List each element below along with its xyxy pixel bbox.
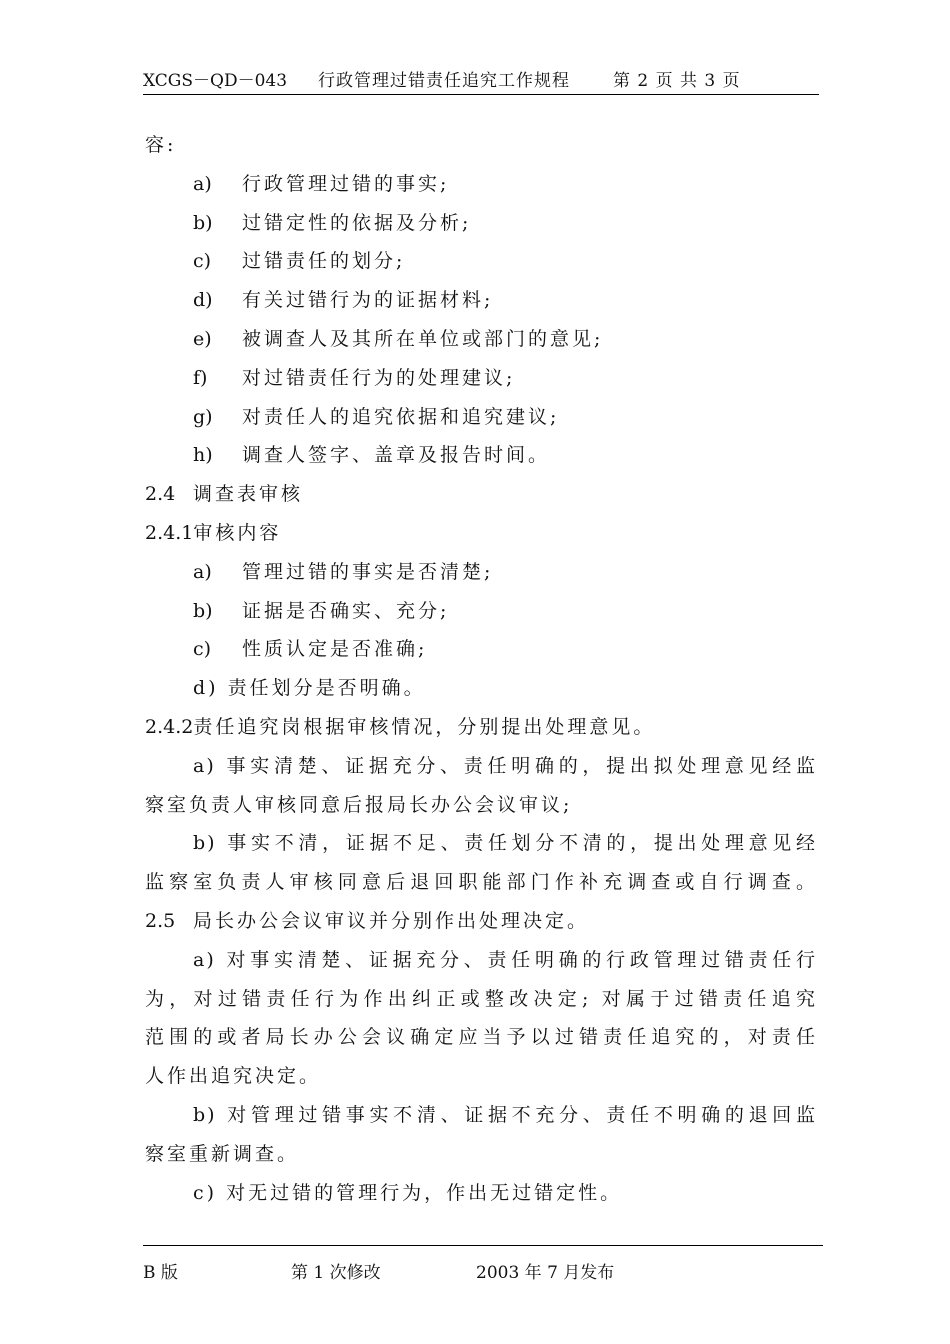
list-item-text: 被调查人及其所在单位或部门的意见;	[242, 327, 604, 350]
list-item-label: e)	[193, 327, 212, 350]
paragraph-line: c) 对无过错的管理行为，作出无过错定性。	[193, 1181, 623, 1204]
list-item-text: 过错责任的划分;	[242, 250, 406, 273]
list-item	[145, 281, 817, 320]
paragraph-line: b) 对管理过错事实不清、证据不充分、责任不明确的退回监	[193, 1103, 817, 1126]
list-item-label: b)	[193, 211, 213, 234]
page-footer	[143, 1245, 823, 1283]
list-item-label: c)	[193, 638, 212, 661]
section-number: 2.4	[145, 483, 176, 506]
publish-date: 2003 年 7 月发布	[476, 1263, 615, 1283]
paragraph-line: 察室负责人审核同意后报局长办公会议审议;	[145, 793, 573, 816]
list-item	[145, 242, 817, 281]
section-heading-2-4-2	[145, 708, 817, 747]
section-title: 责任追究岗根据审核情况，分别提出处理意见。	[193, 715, 656, 738]
version-label: B 版	[143, 1263, 178, 1283]
list-item-label: f)	[193, 366, 208, 389]
lead-line: 容:	[145, 134, 177, 156]
list-item	[145, 320, 817, 359]
paragraph-line: 为，对过错责任行为作出纠正或整改决定; 对属于过错责任追究	[145, 987, 817, 1010]
section-number: 2.4.1	[145, 521, 194, 544]
section-number: 2.5	[145, 909, 176, 932]
list-item-label: a)	[193, 172, 212, 195]
paragraph-line: 监察室负责人审核同意后退回职能部门作补充调查或自行调查。	[145, 871, 817, 894]
list-item	[145, 204, 817, 243]
list-item-label: h)	[193, 444, 213, 467]
list-item-label: b)	[193, 599, 213, 622]
list-item	[145, 359, 817, 398]
list-item-label: c)	[193, 250, 212, 273]
doc-code: XCGS－QD－043	[143, 71, 288, 91]
paragraph-line: 人作出追究决定。	[145, 1065, 322, 1088]
paragraph-line: a) 对事实清楚、证据充分、责任明确的行政管理过错责任行	[193, 948, 817, 971]
list-item-text: 性质认定是否准确;	[242, 638, 428, 661]
section-heading-2-5	[145, 902, 817, 941]
list-item-text: 证据是否确实、充分;	[242, 599, 450, 622]
paragraph-line: a) 事实清楚、证据充分、责任明确的，提出拟处理意见经监	[193, 754, 817, 777]
list-item: d) 责任划分是否明确。	[193, 677, 426, 700]
section-title: 审核内容	[193, 521, 282, 544]
section-heading-2-4-1	[145, 514, 817, 553]
list-item-text: 调查人签字、盖章及报告时间。	[242, 444, 551, 467]
list-item	[145, 592, 817, 631]
list-item	[145, 553, 817, 592]
list-item-label: d)	[193, 289, 213, 312]
revision-label: 第 1 次修改	[291, 1263, 381, 1283]
page-info: 第 2 页 共 3 页	[613, 71, 741, 91]
section-title: 调查表审核	[193, 483, 304, 506]
document-body	[145, 126, 817, 1212]
section-title: 局长办公会议审议并分别作出处理决定。	[193, 909, 590, 932]
list-item-text: 对责任人的追究依据和追究建议;	[242, 405, 560, 428]
paragraph-line: 察室重新调查。	[145, 1142, 300, 1165]
list-item-text: 对过错责任行为的处理建议;	[242, 366, 516, 389]
list-item-text: 有关过错行为的证据材料;	[242, 289, 494, 312]
list-item-text: 过错定性的依据及分析;	[242, 211, 472, 234]
list-item	[145, 398, 817, 437]
page-header	[143, 62, 819, 95]
list-item-text: 管理过错的事实是否清楚;	[242, 560, 494, 583]
list-item	[145, 165, 817, 204]
list-item-label: g)	[193, 405, 213, 428]
doc-title: 行政管理过错责任追究工作规程	[318, 71, 570, 91]
paragraph-line: b) 事实不清，证据不足、责任划分不清的，提出处理意见经	[193, 832, 817, 855]
list-item-text: 行政管理过错的事实;	[242, 172, 450, 195]
section-number: 2.4.2	[145, 715, 194, 738]
list-item-label: a)	[193, 560, 212, 583]
section-heading-2-4	[145, 475, 817, 514]
list-item	[145, 630, 817, 669]
paragraph-line: 范围的或者局长办公会议确定应当予以过错责任追究的，对责任	[145, 1026, 817, 1049]
list-item	[145, 436, 817, 475]
